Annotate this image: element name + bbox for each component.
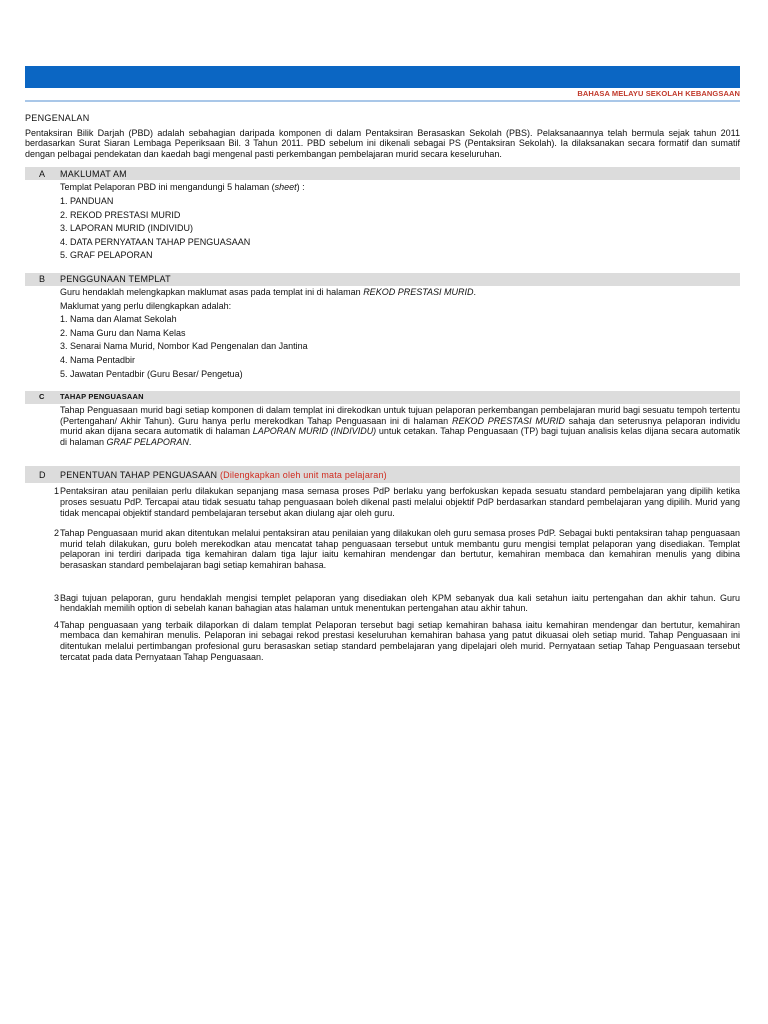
header-banner <box>25 66 740 88</box>
item-number: 1 <box>53 486 59 497</box>
section-c-text-4: . <box>188 436 192 447</box>
item-text: Tahap penguasaan yang terbaik dilaporkan di dalam templat Pelaporan tersebut bagi setiap kemahiran bahasa iaitu kemahiran mendengar dan bertutur, kemahiran membaca dan kemahiran menulis. Pelaporan ini sebagai rekod prestasi keseluruhan kemahiran bahasa yang patut dikuasai oleh setiap murid. Tahap Penguasaan ini ditentukan melalui pertimbangan profesional guru berasaskan setiap standard pembelajaran yang dipelajari oleh murid. Pernyataan setiap Tahap Penguasaan tersebut tercatat pada data Pernyataan Tahap Penguasaan. <box>60 619 740 662</box>
intro-body: Pentaksiran Bilik Darjah (PBD) adalah sebahagian daripada komponen di dalam Pentaksiran Berasaskan Sekolah (PBS). Pelaksanaannya telah bermula sejak tahun 2011 berdasarkan Surat Siaran Lembaga Peperiksaan Bil. 3 Tahun 2011. PBD sebelum ini dikenali sebagai PS (Pentaksiran Sekolah). Ia dilaksanakan secara formatif dan sumatif dengan pelbagai pendekatan dan kaedah bagi mengenal pasti perkembangan pembelajaran murid secara keseluruhan. <box>25 127 740 159</box>
section-d-letter: D <box>39 469 46 480</box>
list-item <box>25 620 740 662</box>
section-a-header <box>25 167 740 180</box>
list-item: 4. Nama Pentadbir <box>60 354 136 365</box>
list-item: 3. LAPORAN MURID (INDIVIDU) <box>60 223 194 234</box>
section-c-text-2: sahaja dan seterusnya pelaporan individu murid akan dijana secara automatik di halaman <box>60 415 740 437</box>
section-c-em-3: GRAF PELAPORAN <box>106 436 189 447</box>
intro-title: PENGENALAN <box>25 113 90 123</box>
section-d-header <box>25 466 740 483</box>
section-c-letter: C <box>39 392 45 402</box>
section-d-title <box>60 470 387 481</box>
list-item: 3. Senarai Nama Murid, Nombor Kad Pengenalan dan Jantina <box>60 341 308 352</box>
list-item: 5. GRAF PELAPORAN <box>60 250 153 261</box>
list-item <box>25 486 740 518</box>
section-b-title: PENGGUNAAN TEMPLAT <box>60 274 171 285</box>
section-b-body <box>25 287 740 379</box>
item-number: 3 <box>53 592 59 603</box>
section-c-header <box>25 391 740 404</box>
section-b-line1-a: Guru hendaklah melengkapkan maklumat asas pada templat ini di halaman <box>60 286 364 297</box>
section-c-em-2: LAPORAN MURID (INDIVIDU) <box>252 426 377 437</box>
section-a-intro-a: Templat Pelaporan PBD ini mengandungi 5 halaman ( <box>60 182 275 193</box>
item-text: Tahap Penguasaan murid akan ditentukan melalui pentaksiran atau penilaian yang dilakukan oleh guru semasa proses PdP. Sebagai bukti pentaksiran tahap penguasaan murid telah dilakukan, guru boleh merekodkan atau mencatat tahap penguasaan tersebut untuk membantu guru mengisi templat pelaporan yang disediakan. Templat pelaporan ini terdiri daripada tiga kemahiran dalam tiga lajur iaitu kemahiran mendengar dan bertutur, kemahiran membaca dan kemahiran menulis yang dibina berasaskan standard pembelajaran bagi setiap kemahiran bahasa. <box>60 528 740 571</box>
header-subtitle-bar <box>25 88 740 102</box>
section-c-text-1: Tahap Penguasaan murid bagi setiap komponen di dalam templat ini direkodkan untuk tujuan pelaporan perkembangan pembelajaran murid bagi sesuatu tempoh tertentu (Pertengahan/ Akhir Tahun). Guru hanya perlu merekodkan Tahap Penguasaan ini di halaman <box>60 405 740 426</box>
section-a-intro <box>60 182 740 193</box>
list-item: 2. REKOD PRESTASI MURID <box>60 209 181 220</box>
section-b-line2: Maklumat yang perlu dilengkapkan adalah: <box>60 300 232 311</box>
list-item <box>25 528 740 570</box>
section-a-letter: A <box>39 168 46 179</box>
section-b-letter: B <box>39 274 46 285</box>
section-a-intro-b: ) : <box>296 182 305 193</box>
section-c-title: TAHAP PENGUASAAN <box>60 392 144 402</box>
section-c-body <box>25 405 740 447</box>
section-b-line1-b: . <box>473 286 477 297</box>
section-b-header <box>25 273 740 286</box>
section-d-title-note: (Dilengkapkan oleh unit mata pelajaran) <box>219 469 387 480</box>
list-item: 1. Nama dan Alamat Sekolah <box>60 314 177 325</box>
header-subtitle: BAHASA MELAYU SEKOLAH KEBANGSAAN <box>577 89 740 98</box>
section-b-line1 <box>60 287 740 298</box>
list-item <box>25 593 740 614</box>
section-a-title: MAKLUMAT AM <box>60 168 127 179</box>
section-b-line1-em: REKOD PRESTASI MURID <box>363 286 474 297</box>
list-item: 1. PANDUAN <box>60 195 114 206</box>
section-a-body <box>25 182 740 261</box>
item-number: 2 <box>53 528 59 539</box>
list-item: 4. DATA PERNYATAAN TAHAP PENGUASAAN <box>60 236 251 247</box>
item-text: Bagi tujuan pelaporan, guru hendaklah mengisi templet pelaporan yang disediakan oleh KPM sebanyak dua kali setahun iaitu pertengahan dan akhir tahun. Guru hendaklah memilih option di sebelah kanan bahagian atas halaman untuk menentukan pertengahan atau akhir tahun. <box>60 592 740 614</box>
item-text: Pentaksiran atau penilaian perlu dilakukan sepanjang masa semasa proses PdP berlaku yang berfokuskan kepada sesuatu standard pembelajaran yang dipilih ketika proses sesuatu PdP. Tercapai atau tidak sesuatu tahap penguasaan boleh dikenal pasti melalui objektif PdP berdasarkan standard pembelajaran yang dipilih. Murid yang tidak mencapai objektif standard pembelajaran tersebut akan diulang ajar oleh guru. <box>60 486 740 518</box>
section-d-title-text: PENENTUAN TAHAP PENGUASAAN <box>60 469 218 480</box>
list-item: 5. Jawatan Pentadbir (Guru Besar/ Pengetua) <box>60 368 243 379</box>
section-c-text-3: untuk cetakan. Tahap Penguasaan (TP) bagi tujuan analisis kelas dijana secara automatik di halaman <box>60 426 740 447</box>
list-item: 2. Nama Guru dan Nama Kelas <box>60 327 186 338</box>
item-number: 4 <box>53 619 59 630</box>
document-content <box>25 113 740 662</box>
section-a-intro-em: sheet <box>274 182 297 193</box>
section-c-em-1: REKOD PRESTASI MURID <box>451 415 565 426</box>
